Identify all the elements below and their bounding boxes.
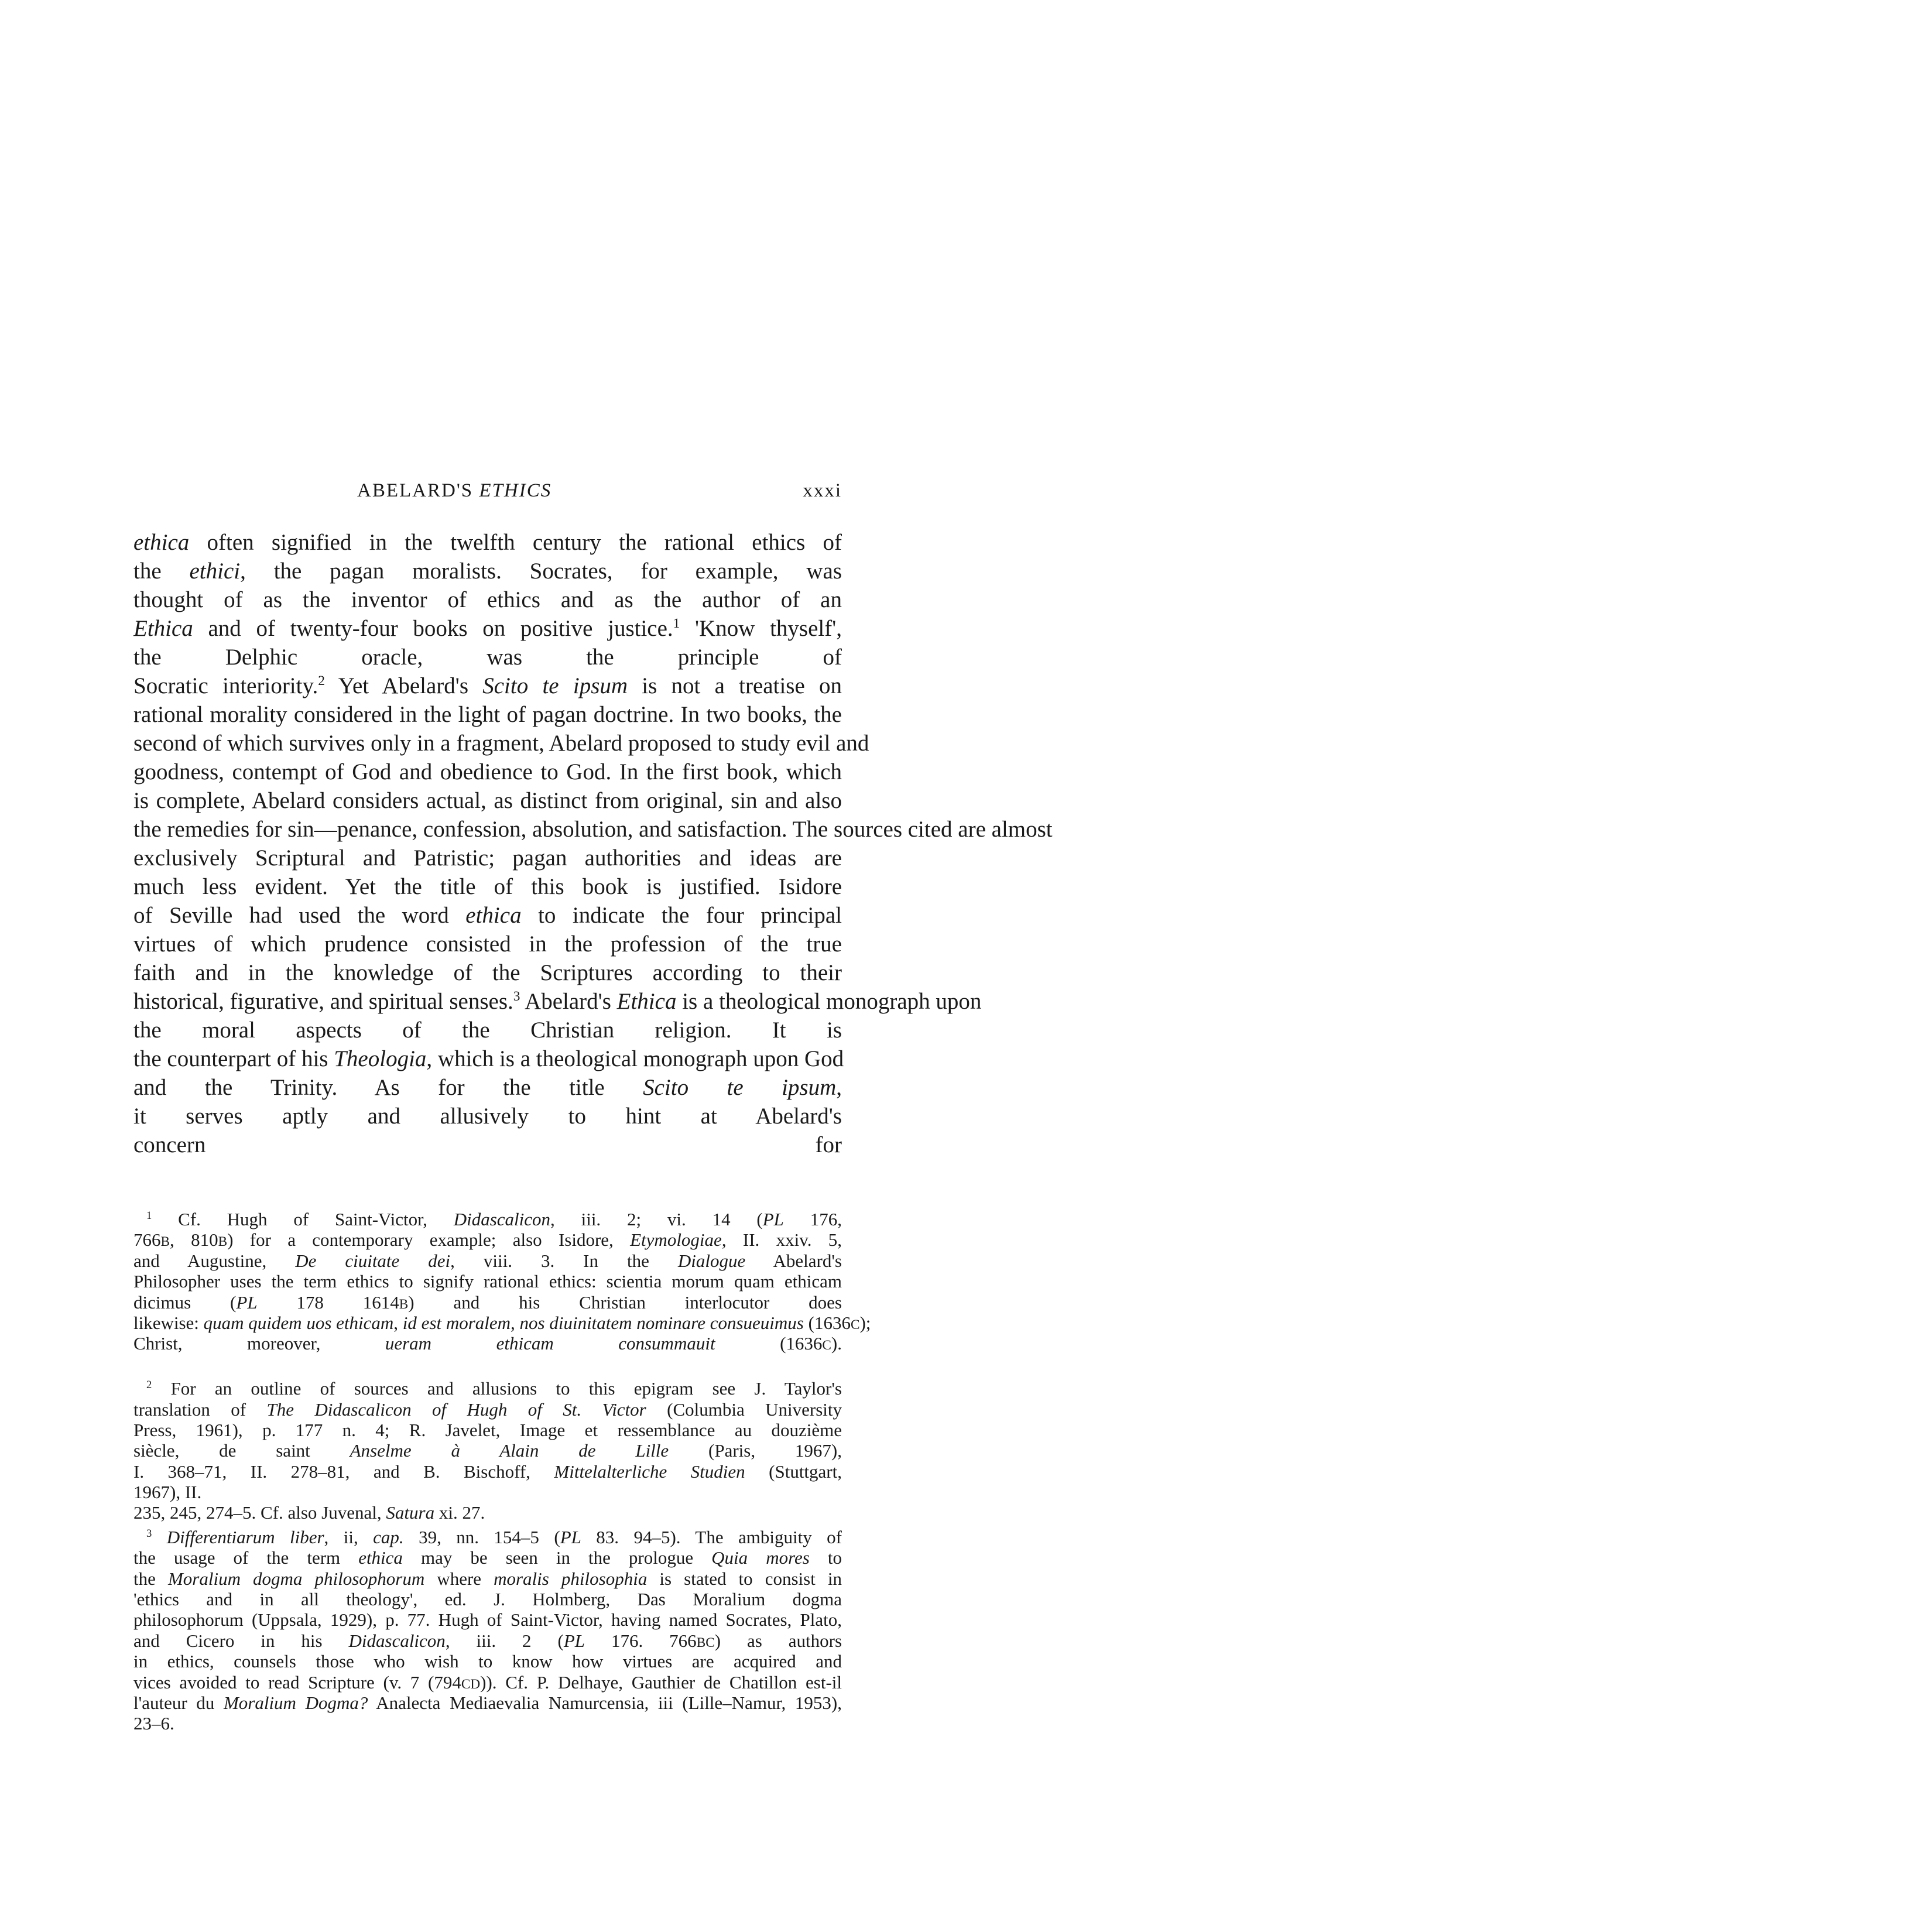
text-line: the ethici, the pagan moralists. Socrates, for example, was — [133, 559, 842, 584]
text-line: and the Trinity. As for the title Scito te ipsum, — [133, 1075, 842, 1100]
text-line: the Moralium dogma philosophorum where moralis philosophia is stated to consist in — [133, 1568, 842, 1589]
book-page — [133, 480, 1053, 1758]
text-line: Press, 1961), p. 177 n. 4; R. Javelet, Image et ressemblance au douzième — [133, 1419, 842, 1440]
text-line: the usage of the term ethica may be seen in the prologue Quia mores to — [133, 1547, 842, 1568]
body-text — [133, 528, 1053, 1188]
text-line: $^2$ For an outline of sources and allusions to this epigram see J. Taylor's — [146, 1378, 842, 1399]
text-line: in ethics, counsels those who wish to know how virtues are acquired and — [133, 1651, 842, 1672]
text-line: the remedies for sin—penance, confession, absolution, and satisfaction. The sources cited are almost — [133, 817, 1053, 842]
text-line: Ethica and of twenty-four books on positive justice.$^1$ 'Know thyself', — [133, 615, 842, 641]
text-line: siècle, de saint Anselme à Alain de Lille (Paris, 1967), — [133, 1440, 842, 1461]
text-line: $^3$ Differentiarum liber, ii, cap. 39, nn. 154–5 (PL 83. 94–5). The ambiguity of — [146, 1526, 842, 1547]
text-line: the moral aspects of the Christian religion. It is — [133, 1018, 842, 1043]
text-line: virtues of which prudence consisted in the profession of the true — [133, 931, 842, 957]
text-line: thought of as the inventor of ethics and as the author of an — [133, 587, 842, 612]
running-head — [133, 480, 842, 509]
text-line: the Delphic oracle, was the principle of — [133, 645, 842, 670]
text-line: ethica often signified in the twelfth century the rational ethics of — [133, 530, 842, 555]
text-line: the counterpart of his Theologia, which is a theological monograph upon God — [133, 1046, 844, 1071]
text-line: 23–6. — [133, 1713, 174, 1734]
footnote-2 — [133, 1378, 842, 1523]
text-line: 'ethics and in all theology', ed. J. Holmberg, Das Moralium dogma — [133, 1589, 842, 1610]
text-line: faith and in the knowledge of the Scriptures according to their — [133, 960, 842, 985]
text-line: 766B, 810B) for a contemporary example; also Isidore, Etymologiae, II. xxiv. 5, — [133, 1229, 842, 1251]
text-line: exclusively Scriptural and Patristic; pagan authorities and ideas are — [133, 845, 842, 871]
text-line: much less evident. Yet the title of this book is justified. Isidore — [133, 874, 842, 899]
text-line: Socratic interiority.$^2$ Yet Abelard's Scito te ipsum is not a treatise on — [133, 673, 842, 698]
text-line — [133, 1354, 842, 1375]
text-line — [133, 1734, 842, 1755]
page-number: xxxi — [803, 480, 842, 501]
text-line: $^1$ Cf. Hugh of Saint-Victor, Didascalicon, iii. 2; vi. 14 (PL 176, — [146, 1209, 842, 1229]
text-line: second of which survives only in a fragment, Abelard proposed to study evil and — [133, 731, 869, 756]
text-line: vices avoided to read Scripture (v. 7 (794CD)). Cf. P. Delhaye, Gauthier de Chatillon est-il — [133, 1671, 842, 1693]
text-line: dicimus (PL 178 1614B) and his Christian interlocutor does — [133, 1292, 842, 1313]
footnote-1 — [133, 1209, 871, 1375]
text-line: I. 368–71, II. 278–81, and B. Bischoff, Mittelalterliche Studien (Stuttgart, — [133, 1461, 842, 1482]
footnote-3 — [133, 1527, 842, 1755]
text-line: historical, figurative, and spiritual senses.$^3$ Abelard's Ethica is a theological monograph upon — [133, 988, 982, 1014]
footnotes — [133, 1209, 871, 1755]
text-line — [133, 1159, 842, 1188]
text-line: it serves aptly and allusively to hint at Abelard's — [133, 1104, 842, 1129]
text-line: translation of The Didascalicon of Hugh of St. Victor (Columbia University — [133, 1399, 842, 1420]
text-line: and Cicero in his Didascalicon, iii. 2 (PL 176. 766BC) as authors — [133, 1630, 842, 1651]
text-line: Philosopher uses the term ethics to signify rational ethics: scientia morum quam ethicam — [133, 1271, 842, 1292]
running-title: ABELARD'S ETHICS — [357, 480, 552, 501]
text-line: Christ, moreover, ueram ethicam consummauit (1636C). — [133, 1333, 842, 1354]
text-line: and Augustine, De ciuitate dei, viii. 3. In the Dialogue Abelard's — [133, 1250, 842, 1271]
text-line: rational morality considered in the light of pagan doctrine. In two books, the — [133, 702, 842, 727]
text-line: of Seville had used the word ethica to indicate the four principal — [133, 903, 842, 928]
text-line: l'auteur du Moralium Dogma? Analecta Mediaevalia Namurcensia, iii (Lille–Namur, 1953), — [133, 1692, 842, 1713]
text-line: 235, 245, 274–5. Cf. also Juvenal, Satura xi. 27. — [133, 1502, 485, 1523]
text-line: philosophorum (Uppsala, 1929), p. 77. Hugh of Saint-Victor, having named Socrates, Plato, — [133, 1609, 842, 1630]
text-line: likewise: quam quidem uos ethicam, id est moralem, nos diuinitatem nominare consueuimus (1636C); — [133, 1312, 871, 1333]
text-line: concern for — [133, 1132, 842, 1157]
text-line: 1967), II. — [133, 1482, 202, 1503]
text-line: goodness, contempt of God and obedience to God. In the first book, which — [133, 759, 842, 785]
text-line: is complete, Abelard considers actual, as distinct from original, sin and also — [133, 788, 842, 813]
